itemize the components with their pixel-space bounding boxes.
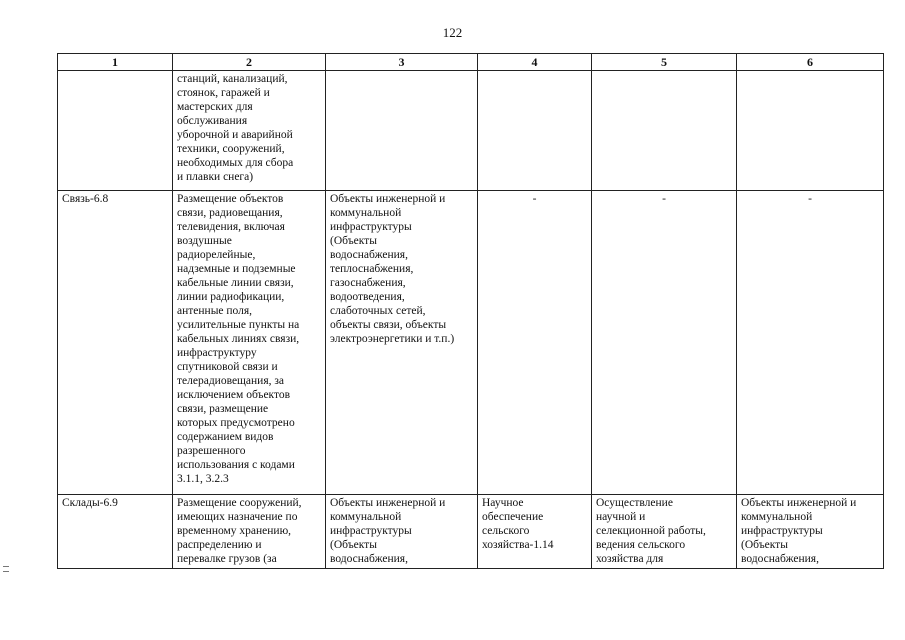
cell-text: Объекты инженерной и коммунальной инфраструктуры (Объекты водоснабжения, [741,497,857,565]
edge-tick-mark [3,571,9,572]
cell-text: станций, канализаций, стоянок, гаражей и мастерских для обслуживания уборочной и аварийной техники, сооружений, необходимых для сбора и плавки снега) [177,73,294,183]
table-cell [173,191,326,495]
table-cell [737,191,884,495]
table-cell [478,495,592,569]
table-cell [592,191,737,495]
column-header: 5 [592,54,737,71]
table-cell [737,71,884,191]
cell-text: Научное обеспечение сельского хозяйства-1.14 [482,497,554,551]
table-cell [326,495,478,569]
table-cell [326,191,478,495]
table-cell [592,71,737,191]
column-header: 4 [478,54,592,71]
table-cell [478,71,592,191]
table-cell [326,71,478,191]
table-cell [173,71,326,191]
cell-text: Склады-6.9 [62,497,118,509]
table-cell [58,191,173,495]
table-row [58,495,884,569]
table-cell [592,495,737,569]
table-cell [737,495,884,569]
table-cell [58,71,173,191]
table-header-row [58,54,884,71]
table-cell [173,495,326,569]
cell-text: Размещение сооружений, имеющих назначение по временному хранению, распределению и перевалке грузов (за [177,497,302,565]
page-number: 122 [442,25,463,40]
cell-text: - [808,193,812,205]
column-header: 6 [737,54,884,71]
column-header: 3 [326,54,478,71]
cell-text: Объекты инженерной и коммунальной инфраструктуры (Объекты водоснабжения, теплоснабжения, газоснабжения, водоотведения, слаботочных сетей, объекты связи, объекты электроэнергетики и т.п.) [330,193,455,345]
cell-text: Объекты инженерной и коммунальной инфраструктуры (Объекты водоснабжения, [330,497,446,565]
table-row [58,191,884,495]
cell-text: Связь-6.8 [62,193,109,205]
table-cell [478,191,592,495]
table-row [58,71,884,191]
column-header: 2 [173,54,326,71]
cell-text: Размещение объектов связи, радиовещания, телевидения, включая воздушные радиорелейные, надземные и подземные кабельные линии связи, линии радиофикации, антенные поля, усилительные пункты на кабельных линиях связи, инфраструктуру спутниковой связи и телерадиовещания, за исключением объектов связи, размещение которых предусмотрено содержанием видов разрешенного использования с кодами 3.1.1, 3.2.3 [177,193,300,485]
table-cell [58,495,173,569]
cell-text: - [532,193,537,205]
cell-text: Осуществление научной и селекционной работы, ведения сельского хозяйства для [596,497,706,565]
cell-text: - [662,193,666,205]
zoning-table [57,53,884,569]
edge-tick-mark [3,566,9,567]
column-header: 1 [58,54,173,71]
